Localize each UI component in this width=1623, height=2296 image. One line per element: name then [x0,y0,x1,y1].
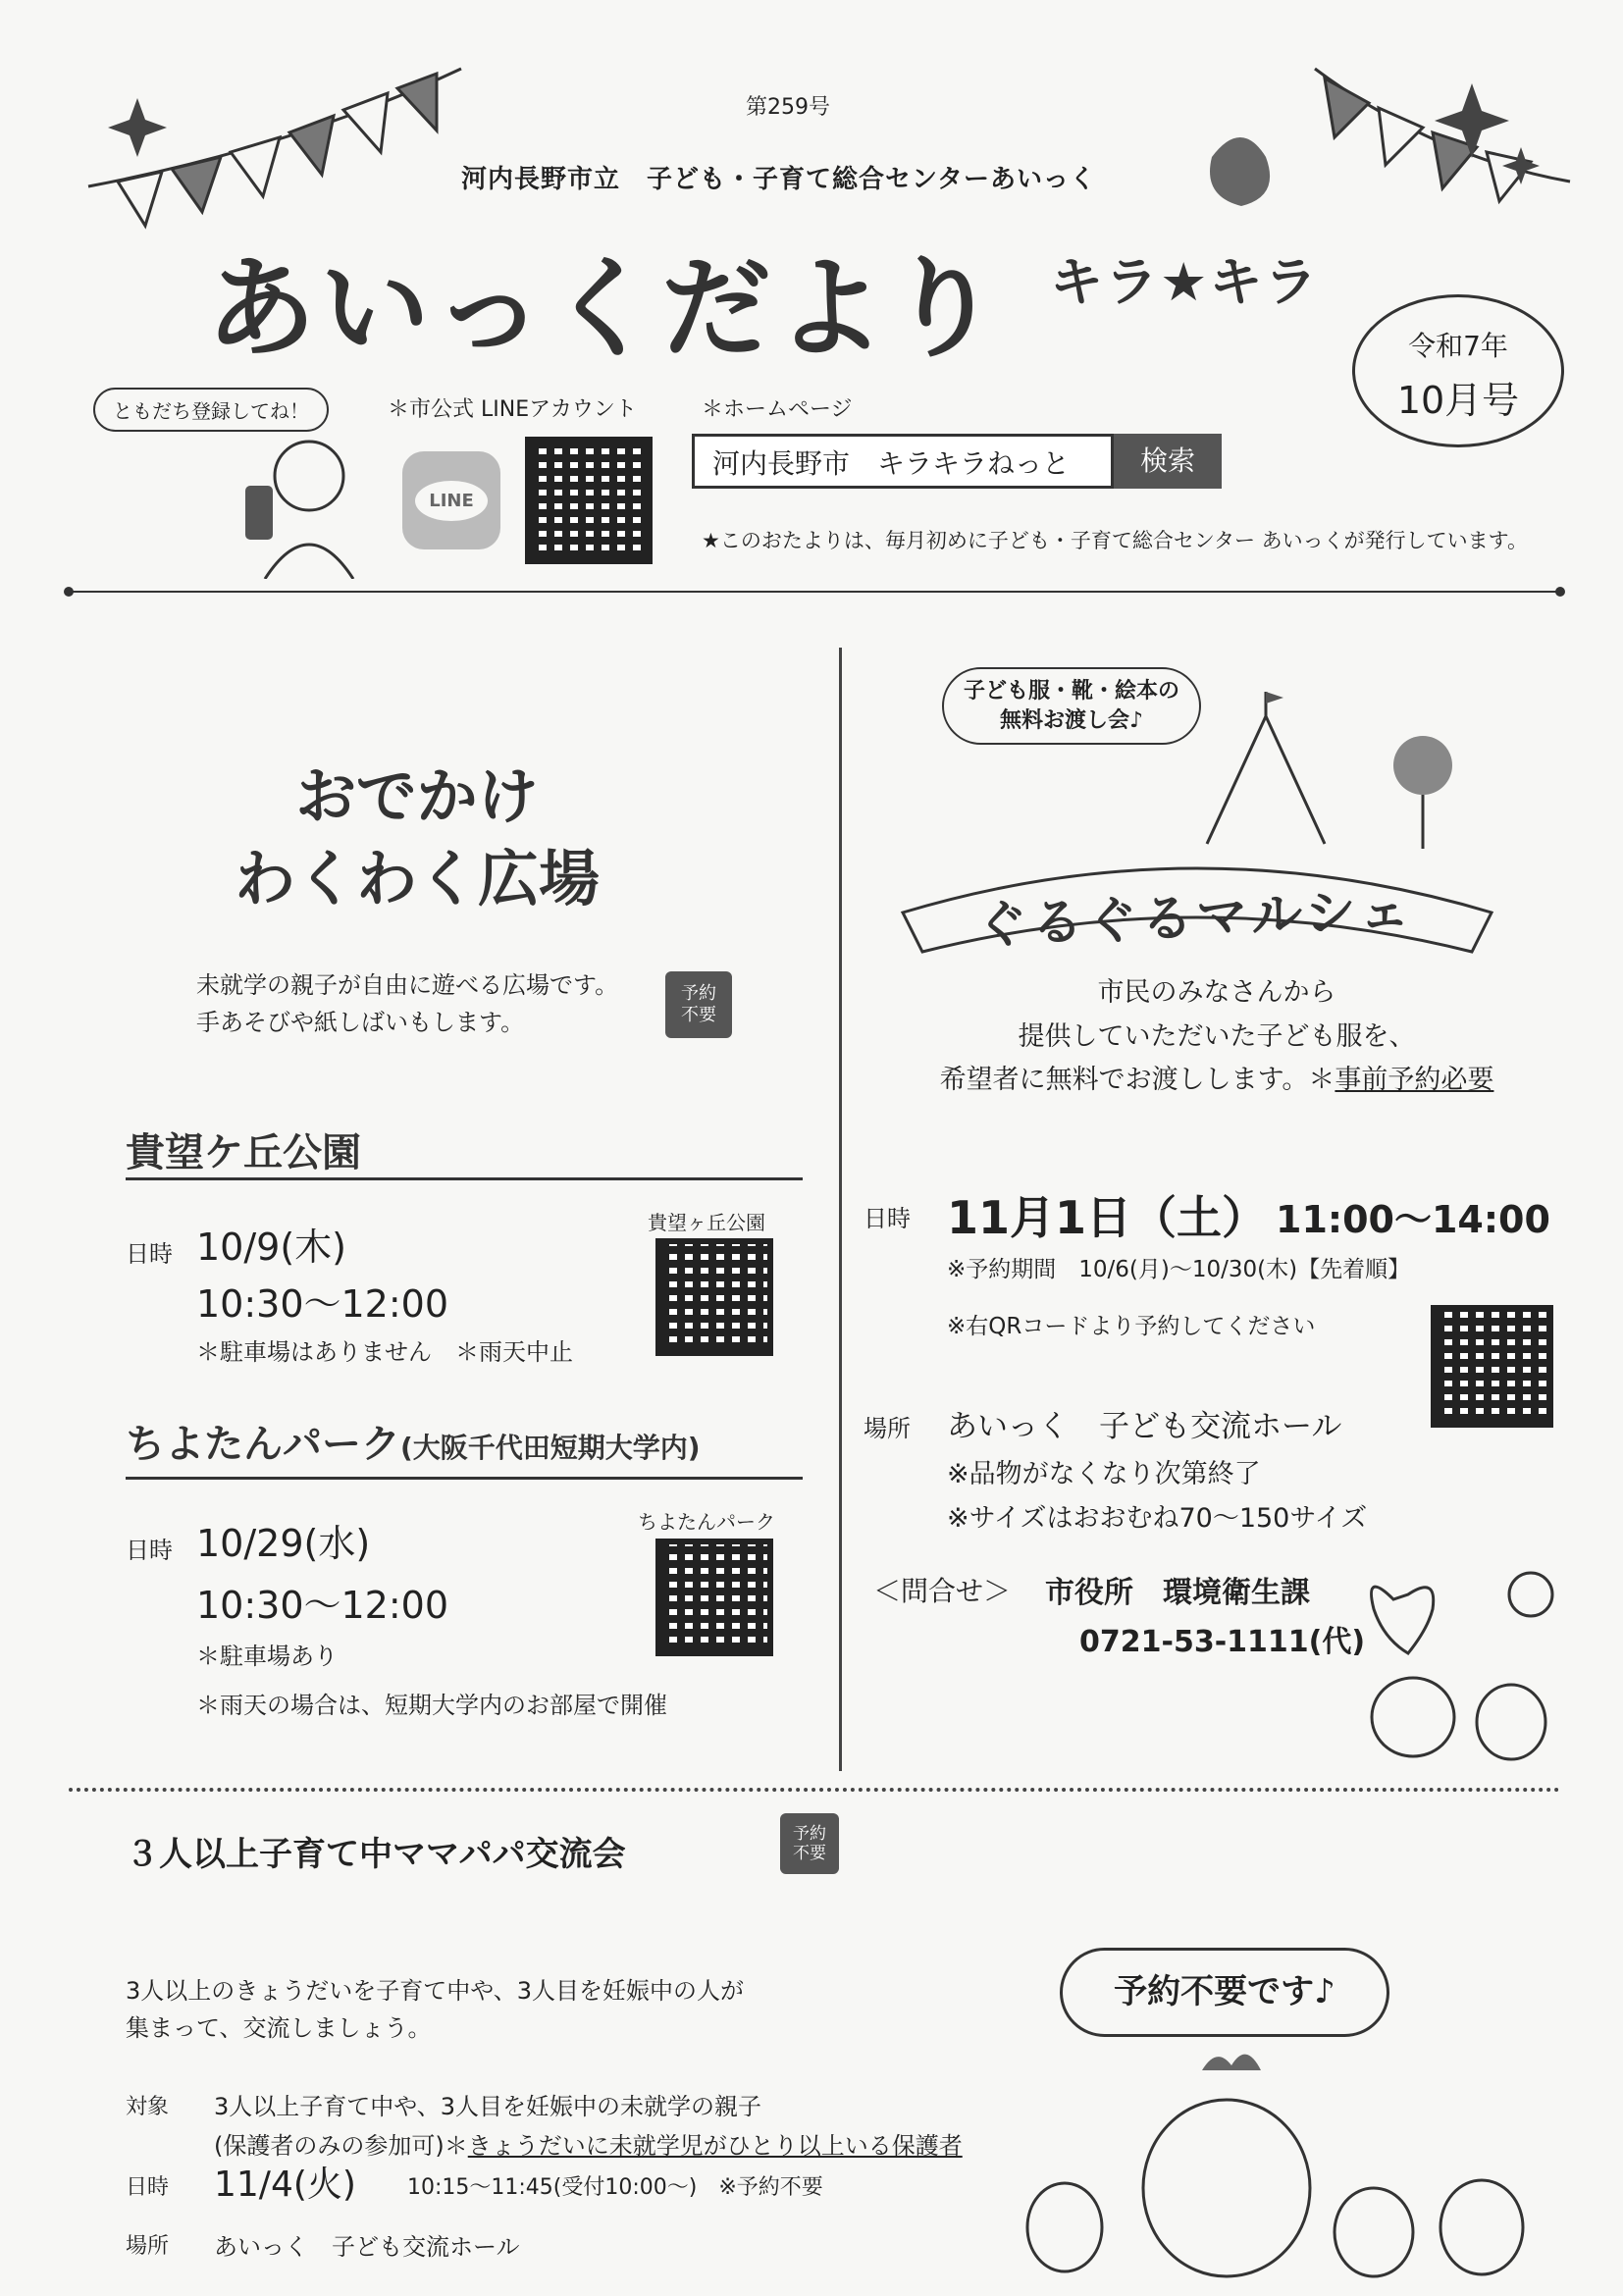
venue2-time: 10:30〜12:00 [196,1584,449,1627]
venue1-qr-caption: 貴望ヶ丘公園 [648,1211,765,1234]
inquiry-label: ＜問合せ＞ [873,1575,1012,1607]
venue2-date: 10/29(水) [196,1522,371,1565]
publication-note: ★このおたよりは、毎月初めに子ども・子育て総合センター あいっくが発行しています。 [702,529,1528,552]
odekake-description: 未就学の親子が自由に遊べる広場です。 手あそびや紙しばいもします。 [196,971,619,1037]
rabbit-icon [1477,1685,1545,1759]
venue-name-chiyotan: ちよたんパーク(大阪千代田短期大学内) [126,1422,701,1467]
issue-number: 第259号 [746,95,830,120]
venue-underline [126,1477,803,1480]
venue1-qr-code[interactable] [655,1238,773,1356]
target-label: 対象 [126,2095,170,2119]
homepage-label: ＊ホームページ [702,397,853,422]
marche-qr-code[interactable] [1431,1305,1553,1428]
bear-icon [1372,1678,1454,1756]
place-label: 場所 [126,2234,170,2259]
marche-description: 市民のみなさんから 提供していただいた子ども服を、 希望者に無料でお渡しします。＊事前予約必要 [939,977,1494,1096]
inquiry-phone[interactable]: 0721-53-1111(代) [1079,1625,1366,1659]
kouryu-description: 3人以上のきょうだいを子育て中や、3人目を妊娠中の人が 集まって、交流しましょう。 [126,1977,745,2043]
issue-date-bubble [1352,294,1564,447]
venue2-qr-caption: ちよたんパーク [638,1510,775,1534]
kouryu-time: 10:15〜11:45(受付10:00〜) ※予約不要 [407,2175,823,2200]
marche-reservation-period: ※予約期間 10/6(月)〜10/30(木)【先着順】 [947,1257,1411,1282]
search-button[interactable]: 検索 [1114,434,1222,489]
venue1-time: 10:30〜12:00 [196,1282,449,1326]
marche-date: 11月1日（土） [947,1191,1268,1244]
person-with-phone-illustration [226,432,363,579]
venue2-note2: ＊雨天の場合は、短期大学内のお部屋で開催 [196,1692,667,1719]
line-account-label: ＊市公式 LINEアカウント [388,397,637,422]
kouryu-target: 3人以上子育て中や、3人目を妊娠中の未就学の親子 (保護者のみの参加可)＊きょうだいに未就学児がひとり以上いる保護者 [214,2093,963,2160]
marche-place: あいっく 子ども交流ホール [947,1409,1342,1444]
venue-name-kibougaoka: 貴望ケ丘公園 [126,1130,361,1175]
date-label: 日時 [864,1205,911,1232]
issue-month: 10月号 [1396,379,1520,422]
flower-icon [1509,1573,1552,1616]
heart-icon [1372,1587,1434,1653]
venue1-note: ＊駐車場はありません ＊雨天中止 [196,1338,573,1366]
venue2-note1: ＊駐車場あり [196,1643,338,1670]
venue-underline [126,1177,803,1180]
inquiry-department: 市役所 環境衛生課 [1045,1576,1310,1610]
section-divider [69,1788,1560,1792]
no-reservation-badge: 予約 不要 [665,971,732,1038]
marche-title: ぐるぐるマルシェ [975,881,1415,956]
sparkle-icon [108,98,167,157]
kouryu-title: ３人以上子育て中ママパパ交流会 [126,1835,626,1874]
place-label: 場所 [864,1415,911,1442]
chicks-illustration [1021,2041,1570,2286]
kouryu-date: 11/4(火) [214,2165,356,2205]
date-label: 日時 [126,1537,173,1564]
column-divider [839,648,842,1771]
odekake-title: おでかけ わくわく広場 [234,760,600,914]
animal-doodles [1354,1560,1570,1766]
line-qr-code[interactable] [525,437,653,564]
no-reservation-bubble: 予約不要です♪ [1060,1948,1389,2037]
marche-time: 11:00〜14:00 [1276,1198,1550,1241]
date-label: 日時 [126,1240,173,1268]
era-year: 令和7年 [1408,330,1508,362]
venue2-qr-code[interactable] [655,1539,773,1656]
kouryu-place: あいっく 子ども交流ホール [214,2233,520,2261]
friend-register-bubble: ともだち登録してね！ [93,388,329,432]
venue1-date: 10/9(木) [196,1226,346,1269]
newsletter-title: あいっくだより [206,245,1003,373]
line-app-icon[interactable]: LINE [402,451,500,549]
no-reservation-badge: 予約 不要 [780,1813,839,1874]
organization-name: 河内長野市立 子ども・子育て総合センターあいっく [461,165,1096,194]
date-label: 日時 [126,2175,170,2200]
marche-place-note1: ※品物がなくなり次第終了 [947,1459,1261,1489]
marche-qr-note: ※右QRコードより予約してください [947,1314,1316,1339]
newsletter-subtitle: キラ★キラ [1050,251,1320,313]
marche-bubble: 子ども服・靴・絵本の 無料お渡し会♪ [942,667,1201,745]
mascot-icon [1210,137,1270,206]
search-input[interactable]: 河内長野市 キラキラねっと [692,434,1114,489]
tent-illustration [1128,687,1521,863]
marche-place-note2: ※サイズはおおむね70〜150サイズ [947,1503,1368,1534]
